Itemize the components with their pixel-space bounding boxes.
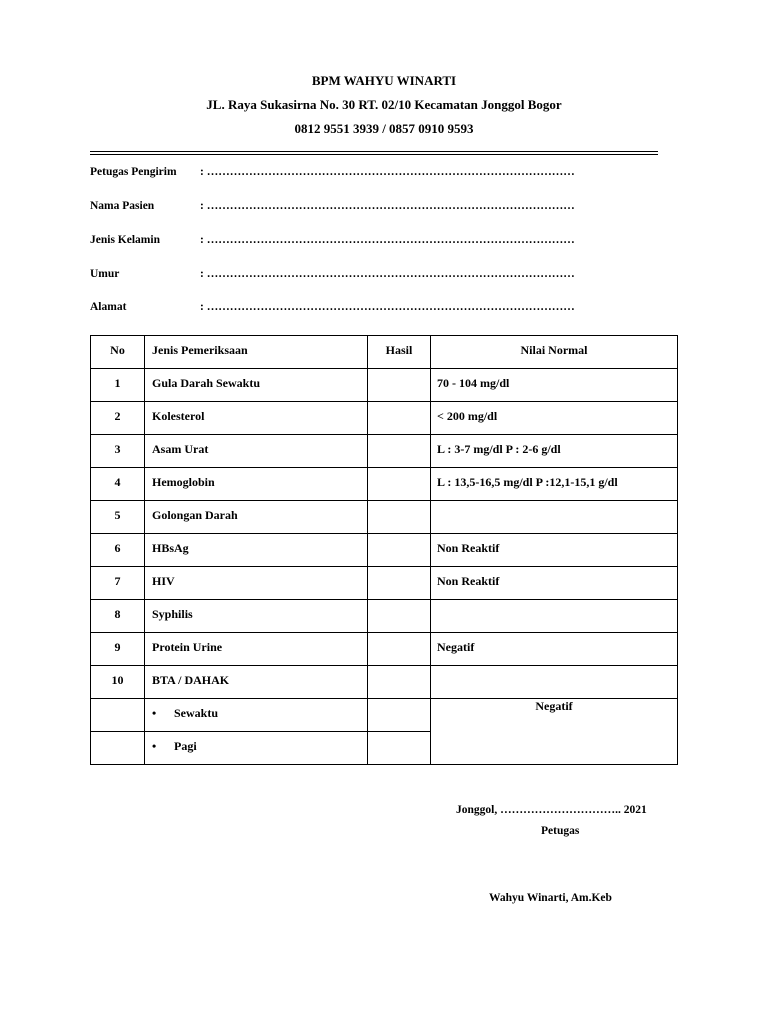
examination-table: [90, 335, 678, 765]
header-jenis-pemeriksaan: Jenis Pemeriksaan: [152, 343, 248, 357]
row-result-cell[interactable]: [368, 501, 430, 508]
row-normal-value: Non Reaktif: [437, 574, 500, 588]
row-normal-value: [431, 666, 677, 673]
field-blank[interactable]: : ……………………………………………………………………………………: [200, 268, 575, 280]
row-no: 9: [114, 640, 121, 654]
row-result-cell[interactable]: [368, 600, 430, 607]
row-result-cell[interactable]: [368, 468, 430, 475]
sub-item-sewaktu: • Sewaktu: [145, 699, 367, 721]
field-blank[interactable]: : ……………………………………………………………………………………: [200, 234, 575, 246]
clinic-name: BPM WAHYU WINARTI: [311, 73, 457, 88]
sub-result-cell[interactable]: [368, 699, 430, 706]
row-normal-value: Non Reaktif: [437, 541, 500, 555]
table-header-row: [91, 336, 678, 369]
header-divider-second: [90, 154, 658, 155]
row-result-cell[interactable]: [368, 534, 430, 541]
field-label: Petugas Pengirim: [90, 166, 177, 178]
table-row: [91, 600, 678, 633]
table-row: [91, 468, 678, 501]
row-normal-value: Negatif: [437, 640, 475, 654]
header-hasil: Hasil: [385, 343, 413, 357]
field-label: Alamat: [90, 301, 127, 313]
table-subrow: [91, 699, 678, 732]
row-no: 5: [114, 508, 121, 522]
signature-role: Petugas: [541, 825, 580, 837]
clinic-phone: 0812 9551 3939 / 0857 0910 9593: [294, 121, 474, 136]
row-result-cell[interactable]: [368, 369, 430, 376]
row-result-cell[interactable]: [368, 666, 430, 673]
row-exam-name: Hemoglobin: [152, 475, 215, 489]
table-row: [91, 666, 678, 699]
clinic-address: JL. Raya Sukasirna No. 30 RT. 02/10 Kecamatan Jonggol Bogor: [206, 97, 562, 112]
row-normal-value: L : 13,5-16,5 mg/dl P :12,1-15,1 g/dl: [437, 475, 618, 489]
row-no: 10: [111, 673, 124, 687]
row-result-cell[interactable]: [368, 402, 430, 409]
row-exam-name: BTA / DAHAK: [152, 673, 230, 687]
field-label: Jenis Kelamin: [90, 234, 160, 246]
row-result-cell[interactable]: [368, 633, 430, 640]
field-blank[interactable]: : ……………………………………………………………………………………: [200, 200, 575, 212]
row-no: 1: [114, 376, 121, 390]
row-normal-value: [431, 501, 677, 508]
row-exam-name: Gula Darah Sewaktu: [152, 376, 261, 390]
sub-result-cell[interactable]: [368, 732, 430, 739]
row-exam-name: Protein Urine: [152, 640, 223, 654]
sub-normal-value: Negatif: [535, 699, 573, 713]
table-row: [91, 402, 678, 435]
table-row: [91, 435, 678, 468]
row-result-cell[interactable]: [368, 435, 430, 442]
header-nilai-normal: Nilai Normal: [520, 343, 588, 357]
row-exam-name: Golongan Darah: [152, 508, 238, 522]
row-normal-value: [431, 600, 677, 607]
table-row: [91, 567, 678, 600]
row-no: 3: [114, 442, 121, 456]
row-no: 8: [114, 607, 121, 621]
signer-name: Wahyu Winarti, Am.Keb: [489, 892, 612, 904]
field-label: Nama Pasien: [90, 200, 155, 212]
table-row: [91, 369, 678, 402]
sub-item-pagi: • Pagi: [145, 732, 367, 754]
row-no: 6: [114, 541, 121, 555]
table-row: [91, 534, 678, 567]
row-no: 2: [114, 409, 121, 423]
table-row: [91, 501, 678, 534]
row-normal-value: L : 3-7 mg/dl P : 2-6 g/dl: [437, 442, 561, 456]
row-no: 7: [114, 574, 121, 588]
row-result-cell[interactable]: [368, 567, 430, 574]
row-normal-value: < 200 mg/dl: [437, 409, 498, 423]
row-exam-name: Asam Urat: [152, 442, 209, 456]
row-exam-name: HBsAg: [152, 541, 189, 555]
header-divider: [90, 151, 658, 152]
row-exam-name: HIV: [152, 574, 175, 588]
field-label: Umur: [90, 268, 120, 280]
place-date: Jonggol, ………………………….. 2021: [456, 804, 647, 816]
field-blank[interactable]: : ……………………………………………………………………………………: [200, 301, 575, 313]
row-exam-name: Kolesterol: [152, 409, 205, 423]
field-blank[interactable]: : ……………………………………………………………………………………: [200, 166, 575, 178]
row-normal-value: 70 - 104 mg/dl: [437, 376, 510, 390]
row-exam-name: Syphilis: [152, 607, 193, 621]
table-row: [91, 633, 678, 666]
row-no: 4: [114, 475, 121, 489]
header-no: No: [110, 343, 125, 357]
